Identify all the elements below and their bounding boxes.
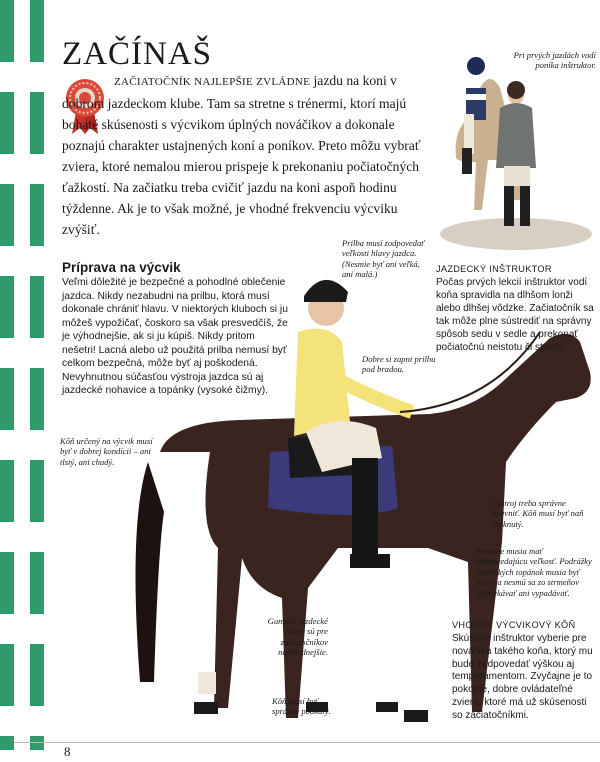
caption-instructor-photo: Pri prvých jazdách vodí poníka inštruktor. — [513, 50, 596, 71]
caption-helmet-chin: Dobre si zapni prilbu pod bradou. — [362, 354, 436, 375]
instructor-photo — [436, 48, 596, 252]
instructor-text: Počas prvých lekcií inštruktor vodí koňa spravidla na dlhšom lonži alebo dlhšej vôdzke. Začiatočník sa tak môže plne sústrediť na správny spôsob sedu v sedle a prekonať počiatočnú neistotu či strach. — [436, 277, 594, 353]
jump-pole-right — [30, 0, 44, 750]
caption-stirrups: Strmene musia mať zodpovedajúcu veľkosť. Podrážky jazdeckých topánok musia byť rovné a nesmú sa zo strmeňov vyšmykávať ani vypadávať. — [476, 546, 592, 598]
instructor-heading: JAZDECKÝ INŠTRUKTOR — [436, 264, 552, 274]
page-number: 8 — [64, 744, 71, 759]
caption-horse-condition: Kôň určený na výcvik musí byť v dobrej kondícii – ani tlstý, ani chudý. — [60, 436, 153, 467]
footer-rule — [14, 742, 600, 743]
caption-equipment: Výstroj treba správne upevniť. Kôň musí byť naň zvyknutý. — [492, 498, 584, 529]
caption-helmet-size: Prilba musí zodpovedať veľkosti hlavy jazdca. (Nesmie byť ani veľká, ani malá.) — [342, 238, 425, 280]
caption-rubber-boots: Gumené jazdecké čižmy sú pre začiatočníkov najvhodnejšie. — [267, 616, 328, 658]
horse-text: Skúsený inštruktor vyberie pre nováčika takého koňa, ktorý mu bude zodpovedať výškou aj temperamentom. Zvyčajne je to pokojné, dobre ovládateľné zviera, ktoré má už skúsenosti so začiatočníkmi. — [452, 633, 593, 721]
preparation-text: Veľmi dôležité je bezpečné a pohodlné oblečenie jazdca. Nikdy nezabudni na prilbu, ktorá musí dokonale chrániť hlavu. V niektorých kluboch si ju môžeš vypožičať, čoskoro sa však presvedčíš, že je výhodnejšie, ak si ju kúpiš. Nikdy pritom nešetri! Lacná alebo už použitá prilba nemusí byť celkom bezpečná, môže byť aj poškodená. Nevyhnutnou súčasťou výstroja jazdca sú aj jazdecké nohavice a topánky (vysoké čižmy). — [62, 277, 288, 396]
intro-body: jazdu na koni v dobrom jazdeckom klube. Tam sa stretne s trénermi, ktorí majú bohaté skúsenosti s výcvikom úplných nováčikov a dokonale poznajú charakter ustajnených koní a poníkov. Preto môžu vybrať zviera, ktoré nemalou mierou prispeje k prekonaniu počiatočných ťažkostí. Na začiatku treba cvičiť jazdu na koni aspoň hodinu týždenne. Ak je to však možné, je vhodné frekvenciu výcviku zvýšiť. — [62, 73, 421, 237]
caption-hooves: Kôň musí byť správne podkutý. — [272, 696, 331, 717]
intro-text — [62, 70, 432, 240]
page-title: ZAČÍNAŠ — [62, 36, 213, 72]
jump-pole-left — [0, 0, 14, 750]
section-heading-preparation: Príprava na výcvik — [62, 260, 181, 275]
horse-heading: VHODNÝ VÝCVIKOVÝ KÔŇ — [452, 620, 576, 630]
intro-lead: ZAČIATOČNÍK NAJLEPŠIE ZVLÁDNE — [114, 76, 311, 88]
